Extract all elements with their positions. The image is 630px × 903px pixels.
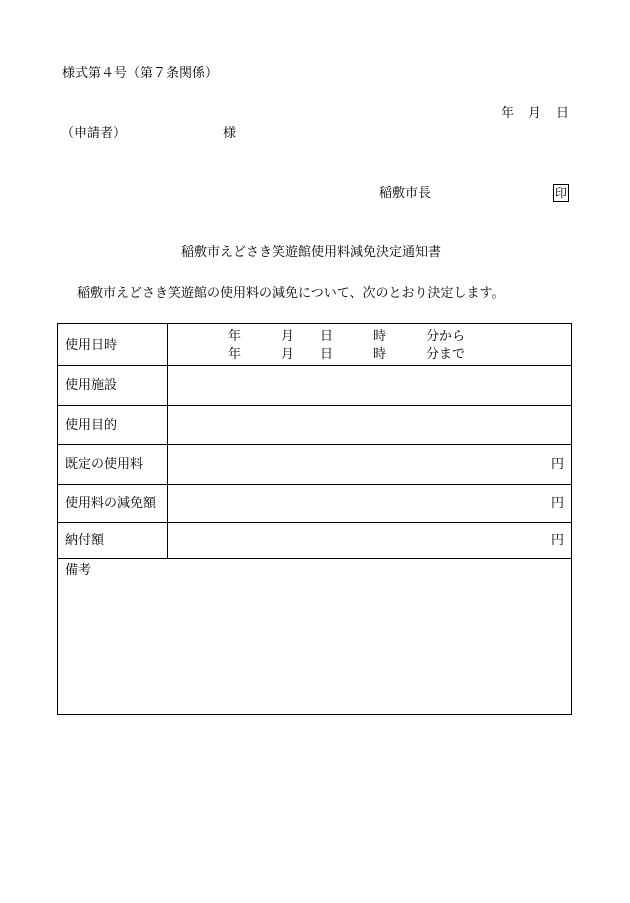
standard-fee-unit: 円 — [550, 457, 564, 472]
usage-from-hour: 時 — [373, 329, 387, 344]
usage-to-hour: 時 — [373, 347, 387, 362]
row-divider — [58, 522, 571, 523]
decision-form-table — [57, 323, 572, 715]
date-day-label: 日 — [556, 106, 570, 121]
usage-from-day: 日 — [320, 329, 334, 344]
applicant-label: （申請者） — [61, 126, 127, 141]
facility-label: 使用施設 — [65, 378, 118, 393]
document-title: 稲敷市えどさき笑遊館使用料減免決定通知書 — [181, 245, 442, 260]
remarks-label: 備考 — [65, 563, 92, 578]
row-divider — [58, 365, 571, 366]
payment-amount-label: 納付額 — [65, 533, 105, 548]
date-month-label: 月 — [528, 106, 542, 121]
usage-from-year: 年 — [228, 329, 242, 344]
usage-to-month: 月 — [281, 347, 295, 362]
row-divider — [58, 484, 571, 485]
date-year-label: 年 — [501, 106, 515, 121]
seal-mark: 印 — [554, 186, 567, 200]
usage-to-day: 日 — [320, 347, 334, 362]
form-number: 様式第４号（第７条関係） — [62, 66, 219, 81]
row-divider — [58, 558, 571, 559]
usage-to-minute: 分まで — [426, 347, 466, 362]
issuer-name: 稲敷市長 — [379, 186, 432, 201]
purpose-label: 使用目的 — [65, 418, 118, 433]
usage-from-month: 月 — [281, 329, 295, 344]
reduction-amount-unit: 円 — [550, 496, 564, 511]
usage-to-year: 年 — [228, 347, 242, 362]
payment-amount-unit: 円 — [550, 533, 564, 548]
usage-datetime-label: 使用日時 — [65, 338, 118, 353]
row-divider — [58, 405, 571, 406]
row-divider — [58, 444, 571, 445]
applicant-honorific: 様 — [223, 126, 237, 141]
reduction-amount-label: 使用料の減免額 — [65, 496, 157, 511]
standard-fee-label: 既定の使用料 — [65, 457, 144, 472]
intro-text: 稲敷市えどさき笑遊館の使用料の減免について、次のとおり決定します。 — [77, 286, 505, 301]
usage-from-minute: 分から — [426, 329, 466, 344]
